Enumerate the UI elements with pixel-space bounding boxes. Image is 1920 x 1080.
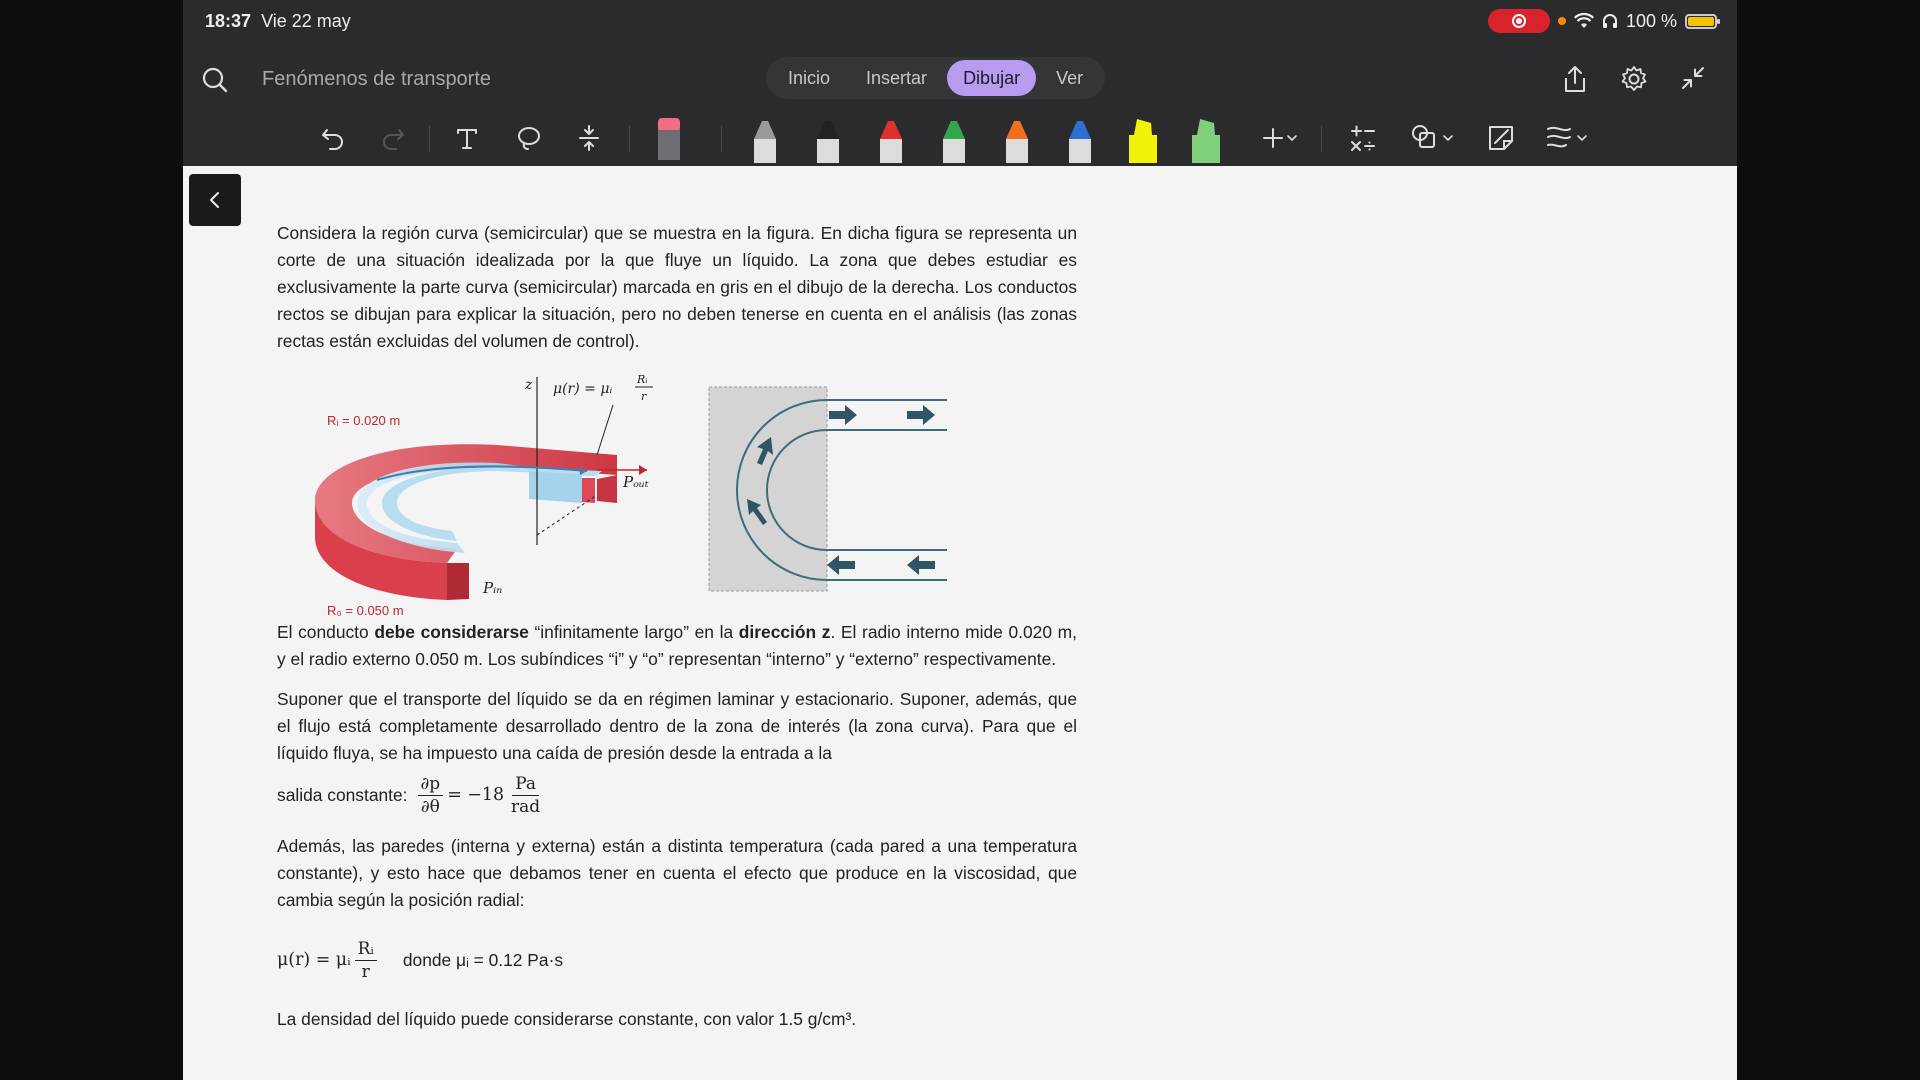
insert-space-button[interactable] bbox=[569, 110, 609, 166]
curved-duct-3d-figure bbox=[297, 375, 677, 620]
ink-to-shape-button[interactable] bbox=[1481, 110, 1521, 166]
red-pen-icon bbox=[873, 113, 909, 163]
black-pen-icon bbox=[810, 113, 846, 163]
inner-radius-label: Rᵢ = 0.020 m bbox=[327, 413, 401, 428]
toolbar-divider bbox=[429, 126, 430, 152]
note-canvas[interactable] bbox=[183, 166, 1737, 1080]
shapes-icon bbox=[1410, 123, 1456, 153]
paragraph-intro: Considera la región curva (semicircular) que se muestra en la figura. En dicha figura se representa un corte de una situación idealizada por la que fluye un líquido. La zona que debes estudiar es exclusivamente la parte curva (semicircular) marcada en gris en el dibujo de la derecha. Los conductos rectos se dibujan para explicar la situación, pero no deben tenerse en cuenta en el análisis (las zonas rectas están excluidas del volumen de control). bbox=[277, 223, 1077, 351]
tab-ver[interactable]: Ver bbox=[1056, 68, 1084, 88]
insert-space-icon bbox=[576, 124, 602, 152]
line-style-button[interactable] bbox=[1539, 110, 1595, 166]
eraser-button[interactable] bbox=[649, 110, 689, 166]
green-pen-tool[interactable] bbox=[934, 110, 974, 166]
battery-percent: 100 % bbox=[1625, 10, 1677, 31]
settings-gear-icon[interactable] bbox=[1619, 64, 1649, 94]
pencil-tool[interactable] bbox=[745, 110, 785, 166]
status-time: 18:37 Vie 22 may bbox=[205, 11, 351, 31]
screen-recording-indicator[interactable] bbox=[1488, 9, 1550, 33]
search-icon[interactable] bbox=[201, 66, 229, 94]
mu-label-den: r bbox=[641, 390, 647, 403]
toolbar-divider bbox=[629, 126, 630, 152]
back-button[interactable] bbox=[189, 174, 241, 226]
red-pen-tool[interactable] bbox=[871, 110, 911, 166]
plus-icon bbox=[1263, 126, 1299, 150]
toolbar-divider bbox=[1321, 126, 1322, 152]
figure-area bbox=[277, 355, 1077, 617]
draw-toolbar bbox=[183, 110, 1737, 166]
add-pen-button[interactable] bbox=[1253, 110, 1309, 166]
problem-statement bbox=[277, 220, 1077, 1033]
z-axis-label: z bbox=[525, 377, 533, 393]
share-icon[interactable] bbox=[1561, 64, 1589, 94]
ribbon-tabs bbox=[766, 57, 1105, 99]
undo-icon bbox=[319, 124, 347, 152]
eraser-icon bbox=[656, 116, 682, 160]
sticky-note-icon bbox=[1486, 123, 1516, 153]
pressure-gradient-equation: salida constante: $\frac{\partial p}{\partial\theta}$ = −18 $\frac{Pa}{\text{rad}}$ bbox=[277, 773, 541, 817]
viscosity-equation: μ(r) = μᵢ $\frac{\text{Rᵢ}}{r}$ donde μᵢ = 0.12 Pa·s bbox=[277, 938, 564, 982]
semicircular-section-diagram bbox=[707, 385, 947, 595]
line-style-icon bbox=[1544, 123, 1590, 153]
yellow-highlighter-tool[interactable] bbox=[1123, 110, 1163, 166]
paragraph-walls: Además, las paredes (interna y externa) están a distinta temperatura (cada pared a una temperatura constante), y esto hace que debamos tener en cuenta el efecto que produce en la viscosidad, que cambia según la posición radial: bbox=[277, 836, 1077, 910]
tab-inicio[interactable]: Inicio bbox=[788, 68, 831, 88]
ipad-screen bbox=[183, 0, 1737, 1080]
orange-pen-tool[interactable] bbox=[997, 110, 1037, 166]
shapes-button[interactable] bbox=[1405, 110, 1461, 166]
battery-icon bbox=[1685, 14, 1717, 29]
collapse-fullscreen-icon[interactable] bbox=[1679, 64, 1707, 92]
redo-button[interactable] bbox=[373, 110, 413, 166]
blue-pen-tool[interactable] bbox=[1060, 110, 1100, 166]
paragraph-assumptions: Suponer que el transporte del líquido se da en régimen laminar y estacionario. Suponer, además, que el flujo está completamente desarrollado dentro de la zona de interés (la zona curva). Para que el líquido fluya, se ha impuesto una caída de presión desde la entrada a la bbox=[277, 689, 1077, 763]
pencil-icon bbox=[747, 113, 783, 163]
green-highlighter-tool[interactable] bbox=[1186, 110, 1226, 166]
green-highlighter-icon bbox=[1188, 113, 1224, 163]
paragraph-conduct: El conducto debe considerarse “infinitamente largo” en la dirección z. El radio interno mide 0.020 m, y el radio externo 0.050 m. Los subíndices “i” y “o” representan “interno” y “externo” respectivamente. bbox=[277, 622, 1077, 669]
blue-pen-icon bbox=[1062, 113, 1098, 163]
mu-label: μ(r) = μᵢ bbox=[553, 381, 613, 397]
toolbar-divider bbox=[721, 126, 722, 152]
lasso-select-button[interactable] bbox=[509, 110, 549, 166]
lasso-icon bbox=[515, 124, 543, 152]
redo-icon bbox=[379, 124, 407, 152]
math-button[interactable] bbox=[1343, 110, 1383, 166]
text-tool-button[interactable] bbox=[447, 110, 487, 166]
math-icon bbox=[1348, 123, 1378, 153]
tab-dibujar[interactable]: Dibujar bbox=[947, 60, 1036, 96]
mic-in-use-dot bbox=[1558, 17, 1566, 25]
pressure-out-label: Pₒᵤₜ bbox=[623, 473, 649, 491]
wifi-icon bbox=[1574, 13, 1594, 29]
yellow-highlighter-icon bbox=[1125, 113, 1161, 163]
outer-radius-label: R₀ = 0.050 m bbox=[327, 603, 404, 618]
status-bar bbox=[183, 0, 1737, 42]
app-header bbox=[183, 52, 1737, 106]
tab-insertar[interactable]: Insertar bbox=[866, 68, 928, 88]
mu-label-num: Rᵢ bbox=[637, 375, 648, 386]
undo-button[interactable] bbox=[313, 110, 353, 166]
pressure-in-label: Pᵢₙ bbox=[483, 579, 503, 597]
green-pen-icon bbox=[936, 113, 972, 163]
headphones-icon bbox=[1602, 13, 1618, 29]
document-title[interactable]: Fenómenos de transporte bbox=[262, 68, 492, 90]
text-tool-icon bbox=[454, 125, 480, 151]
paragraph-density: La densidad del líquido puede considerarse constante, con valor 1.5 g/cm³. bbox=[277, 1009, 857, 1029]
orange-pen-icon bbox=[999, 113, 1035, 163]
chevron-left-icon bbox=[205, 190, 225, 210]
black-pen-tool[interactable] bbox=[808, 110, 848, 166]
